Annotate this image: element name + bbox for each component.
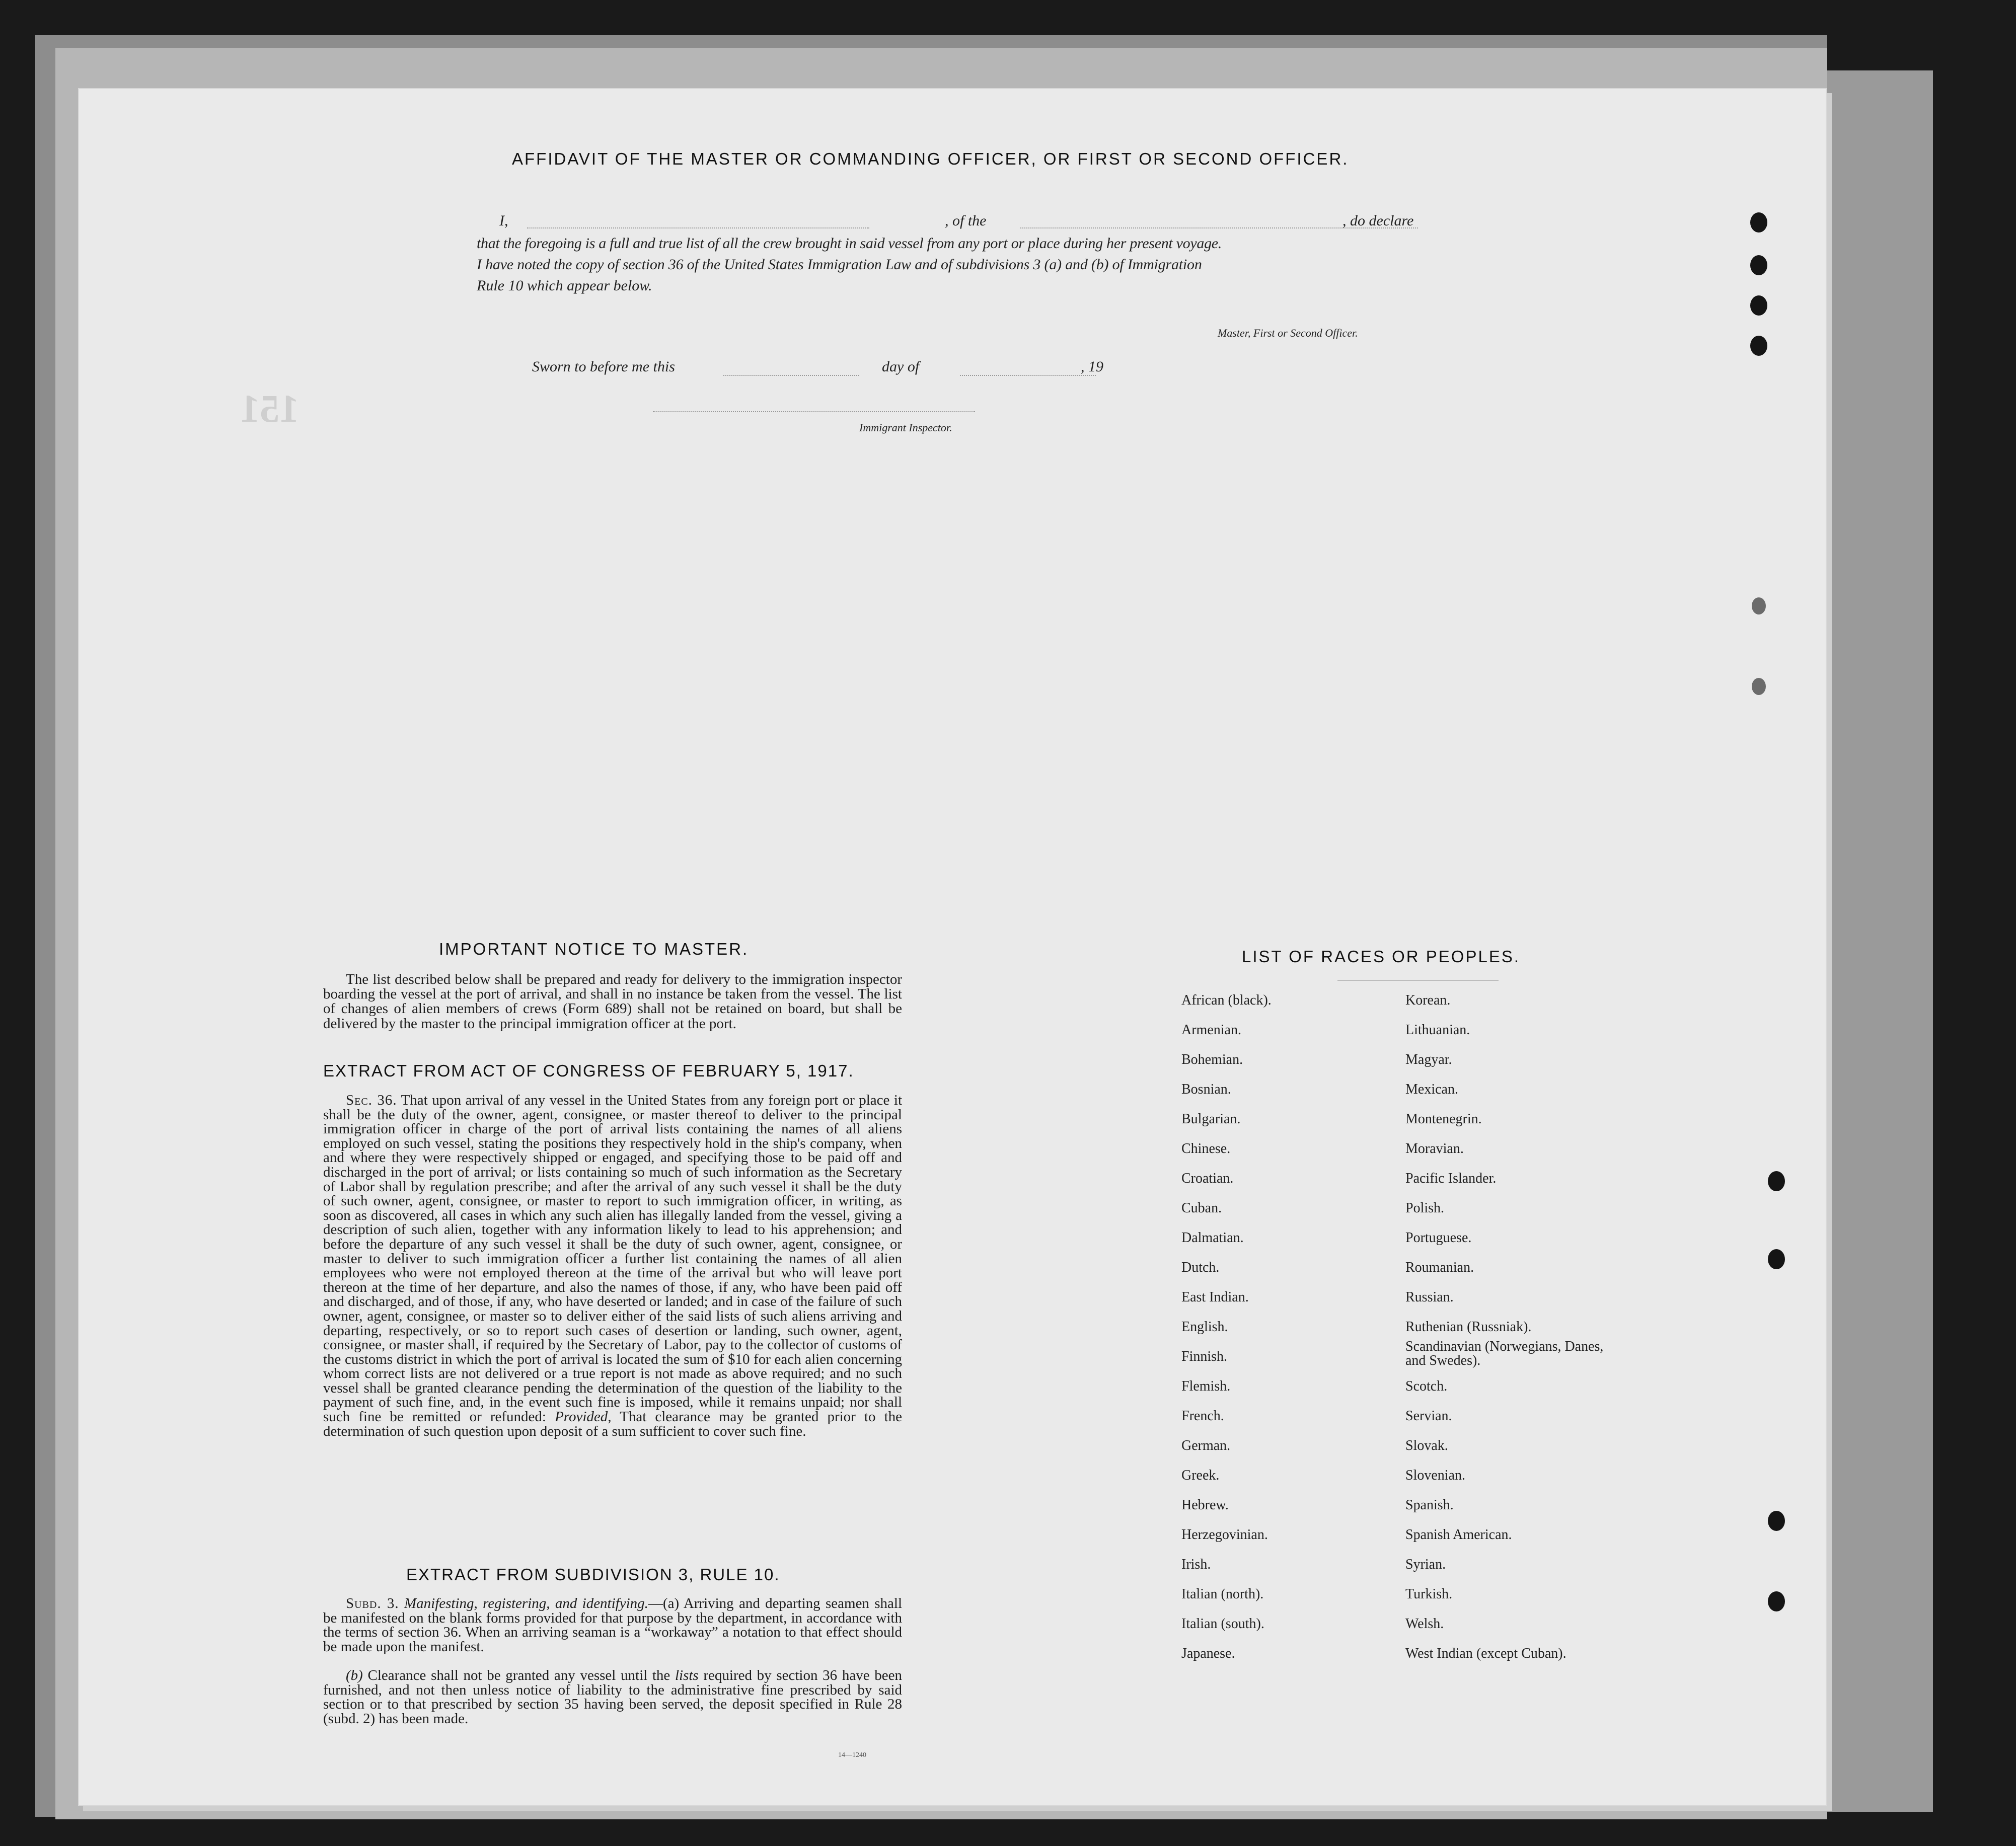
race-item: Korean. (1405, 992, 1451, 1008)
race-item: Slovak. (1405, 1438, 1448, 1453)
day-of-text: day of (882, 358, 920, 375)
act-title: EXTRACT FROM ACT OF CONGRESS OF FEBRUARY 5, 1917. (323, 1061, 854, 1080)
race-item: Montenegrin. (1405, 1111, 1482, 1127)
race-item: African (black). (1181, 992, 1272, 1008)
inspector-signature-blank (653, 411, 975, 412)
punch-hole (1750, 212, 1767, 233)
rule-title: EXTRACT FROM SUBDIVISION 3, RULE 10. (406, 1565, 780, 1584)
race-item: Bosnian. (1181, 1082, 1231, 1097)
race-item: Greek. (1181, 1468, 1220, 1483)
punch-hole (1768, 1171, 1785, 1191)
race-item: Welsh. (1405, 1616, 1444, 1632)
race-item: Roumanian. (1405, 1260, 1474, 1275)
punch-hole (1752, 678, 1766, 695)
rule-para-a: —(a) Arriving and departing seamen shall be manifested on the blank forms provided for that purpose by the department, in accordance with the terms of section 36. When an arriving seaman is a “workaway” a notation to that effect should be made upon the manifest. (323, 1595, 903, 1655)
race-item: Bohemian. (1181, 1052, 1243, 1067)
rule-subdivision-label: Subd. 3. (346, 1595, 399, 1611)
notice-title: IMPORTANT NOTICE TO MASTER. (439, 940, 749, 958)
race-item: Hebrew. (1181, 1497, 1229, 1513)
year-text: , 19 (1081, 358, 1103, 375)
race-item: Magyar. (1405, 1052, 1452, 1067)
notice-text: The list described below shall be prepared and ready for delivery to the immigration inspector boarding the vessel at the port of arrival, and shall in no instance be taken from the vessel. The list of changes of alien members of crews (Form 689) shall not be retained on board, but shall be delivered by the master to the principal immigration officer at the port. (323, 971, 902, 1032)
punch-hole (1768, 1511, 1785, 1531)
race-item: Portuguese. (1405, 1230, 1472, 1246)
race-item: Japanese. (1181, 1646, 1235, 1661)
race-item: Spanish. (1405, 1497, 1454, 1513)
race-item: East Indian. (1181, 1289, 1249, 1305)
punch-hole (1750, 295, 1767, 316)
punch-hole (1752, 597, 1766, 614)
rule-para-b-pre: Clearance shall not be granted any vessel until the (367, 1667, 670, 1683)
act-section-label: Sec. 36. (346, 1092, 397, 1108)
race-item: Lithuanian. (1405, 1022, 1470, 1038)
form-number: 14—1240 (838, 1751, 866, 1759)
races-title: LIST OF RACES OR PEOPLES. (1242, 947, 1521, 966)
rule-para-b-label: (b) (346, 1667, 363, 1683)
race-item: Flemish. (1181, 1378, 1231, 1394)
race-item: Syrian. (1405, 1557, 1446, 1572)
race-item: Dutch. (1181, 1260, 1220, 1275)
affidavit-line-4: Rule 10 which appear below. (477, 277, 652, 294)
act-text: That upon arrival of any vessel in the United States from any foreign port or place it shall be the duty of the owner, agent, consignee, or master thereof to deliver to the principal immigration officer in charge of the port of arrival lists containing the names of all aliens employed on such vessel, stating the positions they respectively hold in the ship's company, when and where they were respectively shipped or engaged, and specifying those to be paid off and discharged in the port of arrival; or lists containing so much of such information as the Secretary of Labor shall by regulation prescribe; and after the arrival of any such vessel it shall be the duty of such owner, agent, consignee, or master to report to such immigration officer, in writing, as soon as discovered, all cases in which any such alien has illegally landed from the vessel, giving a description of such alien, together with any information likely to lead to his apprehension; and before the departure of any such vessel it shall be the duty of such owner, agent, consignee, or master to deliver to such immigration officer a further list containing the names of all alien employees who were not employed thereon at the time of the arrival but who will leave port thereon at the time of her departure, and also the names of those, if any, who have been paid off and discharged, and of those, if any, who have deserted or landed; and in case of the failure of such owner, agent, consignee, or master so to deliver either of the said lists of such aliens arriving and departing, respectively, or so to report such cases of desertion or landing, such owner, agent, consignee, or master shall, if required by the Secretary of Labor, pay to the collector of customs of the customs district in which the port of arrival is located the sum of $10 for each alien concerning whom correct lists are not delivered or a true report is not made as above required; and no such vessel shall be granted clearance pending the determination of the question of the liability to the payment of such fine, and, in the event such fine is imposed, while it remains unpaid; nor shall such fine be remitted or refunded: (323, 1092, 903, 1425)
rule-subdivision-heading: Manifesting, registering, and identifying. (404, 1595, 648, 1611)
inspector-caption: Immigrant Inspector. (859, 421, 952, 434)
notice-body (323, 972, 902, 1031)
signature-caption: Master, First or Second Officer. (1218, 327, 1358, 339)
race-item: Armenian. (1181, 1022, 1241, 1038)
master-name-blank (527, 227, 869, 228)
race-item: French. (1181, 1408, 1224, 1424)
race-item: English. (1181, 1319, 1228, 1335)
race-item: Finnish. (1181, 1349, 1228, 1364)
affidavit-of-the: , of the (945, 212, 987, 229)
race-item: Scandinavian (Norwegians, Danes, and Swedes). (1405, 1339, 1604, 1368)
sworn-month-blank (960, 375, 1096, 376)
race-item: Turkish. (1405, 1586, 1453, 1602)
race-item: Italian (north). (1181, 1586, 1264, 1602)
affidavit-i: I, (499, 212, 508, 229)
rule-para-b-lists: lists (675, 1667, 699, 1683)
race-item: Irish. (1181, 1557, 1211, 1572)
act-provided: Provided, (555, 1409, 612, 1425)
race-item: Herzegovinian. (1181, 1527, 1268, 1543)
punch-hole (1750, 336, 1767, 356)
race-item: Moravian. (1405, 1141, 1464, 1157)
race-item: Spanish American. (1405, 1527, 1512, 1543)
rule-body (323, 1596, 902, 1654)
rule-para-b-post: required by section 36 have been furnished, and not then unless notice of liability to the administrative fine prescribed by said section or to that prescribed by section 35 having been served, the deposit specified in Rule 28 (subd. 2) has been made. (323, 1667, 902, 1727)
race-item: Ruthenian (Russniak). (1405, 1319, 1532, 1335)
race-item: Cuban. (1181, 1200, 1222, 1216)
bleed-through-page-number: 151 (240, 387, 299, 430)
affidavit-do-declare: , do declare (1342, 212, 1414, 229)
race-item: Polish. (1405, 1200, 1445, 1216)
race-item: Croatian. (1181, 1171, 1234, 1186)
punch-hole (1750, 255, 1767, 275)
punch-hole (1768, 1591, 1785, 1611)
affidavit-line-3: I have noted the copy of section 36 of the United States Immigration Law and of subdivisions 3 (a) and (b) of Immigration (477, 256, 1202, 273)
sworn-day-blank (723, 375, 859, 376)
race-item: West Indian (except Cuban). (1405, 1646, 1566, 1661)
act-text-tail: That clearance may be granted prior to the determination of such question upon deposit of a sum sufficient to cover such fine. (323, 1409, 902, 1439)
race-item: Servian. (1405, 1408, 1452, 1424)
race-item: Dalmatian. (1181, 1230, 1244, 1246)
race-item: Slovenian. (1405, 1468, 1465, 1483)
rule-body-b (323, 1668, 902, 1726)
act-body (323, 1093, 902, 1438)
race-item: Bulgarian. (1181, 1111, 1241, 1127)
race-item: Mexican. (1405, 1082, 1458, 1097)
affidavit-title: AFFIDAVIT OF THE MASTER OR COMMANDING OFFICER, OR FIRST OR SECOND OFFICER. (512, 149, 1349, 168)
form-page (78, 88, 1827, 1806)
sworn-text: Sworn to before me this (532, 358, 675, 375)
affidavit-line-2: that the foregoing is a full and true list of all the crew brought in said vessel from any port or place during her present voyage. (477, 235, 1222, 252)
race-item: Italian (south). (1181, 1616, 1264, 1632)
race-item: Pacific Islander. (1405, 1171, 1497, 1186)
races-title-rule (1337, 980, 1499, 981)
race-item: Chinese. (1181, 1141, 1231, 1157)
race-item: German. (1181, 1438, 1231, 1453)
race-item: Scotch. (1405, 1378, 1448, 1394)
punch-hole (1768, 1249, 1785, 1269)
race-item: Russian. (1405, 1289, 1454, 1305)
